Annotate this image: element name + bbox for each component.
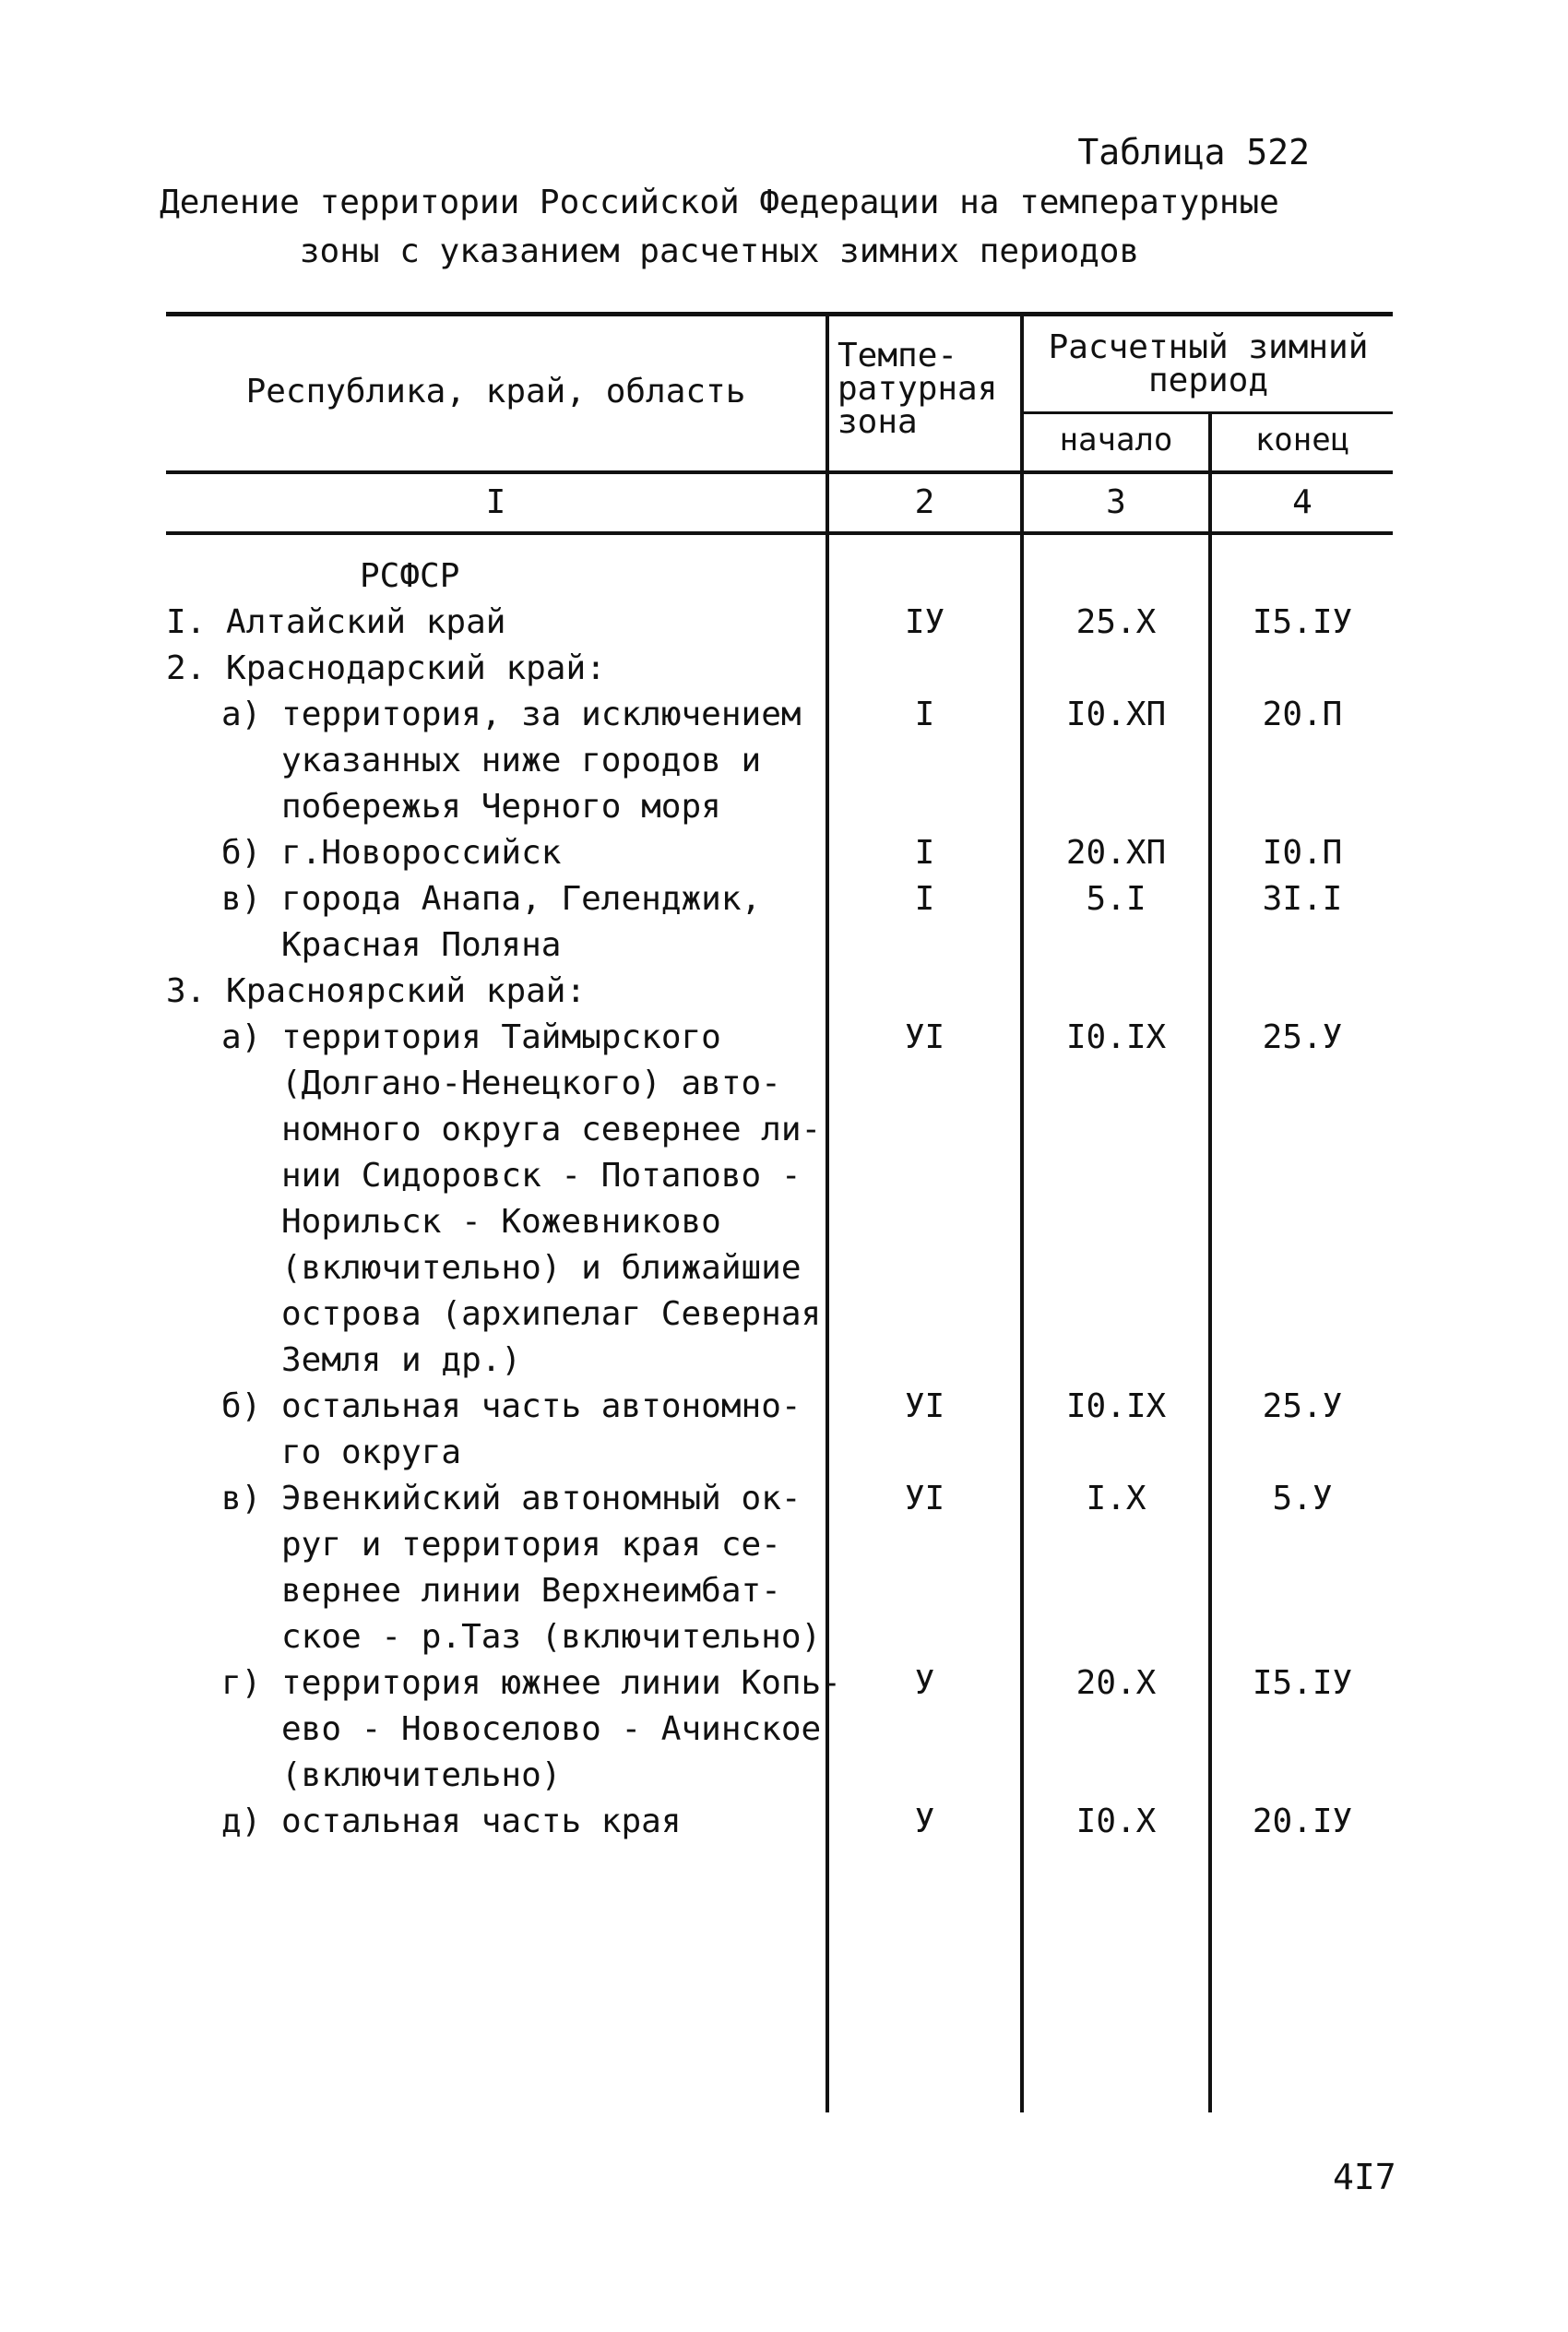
row-text: номного округа севернее ли-: [281, 1111, 822, 1148]
row-text: 3. Красноярский край:: [166, 972, 587, 1010]
row-text: в) города Анапа, Геленджик,: [221, 880, 762, 918]
header-zone-line1: Темпе-: [837, 337, 958, 375]
row-end: 5.У: [1272, 1480, 1333, 1517]
row-end: 25.У: [1262, 1018, 1343, 1056]
row-text: (Долгано-Ненецкого) авто-: [281, 1065, 781, 1102]
row-text: острова (архипелаг Северная: [281, 1295, 822, 1333]
column-divider-3: [1208, 411, 1212, 2112]
row-text: (включительно): [281, 1756, 562, 1794]
row-text: указанных ниже городов и: [281, 742, 762, 779]
row-end: I5.IУ: [1252, 1664, 1353, 1702]
row-start: 20.XП: [1065, 834, 1167, 872]
row-end: 20.IУ: [1252, 1803, 1353, 1840]
row-start: I0.XП: [1065, 696, 1167, 733]
row-text: РСФСР: [360, 557, 460, 595]
row-text: в) Эвенкийский автономный ок-: [221, 1480, 802, 1517]
row-end: 20.П: [1262, 696, 1343, 733]
header-period-line1: Расчетный зимний: [1048, 328, 1369, 366]
row-zone: У: [914, 1803, 935, 1840]
header-end: конец: [1254, 422, 1350, 458]
row-zone: IУ: [904, 603, 945, 641]
row-text: ское - р.Таз (включительно): [281, 1618, 822, 1656]
row-zone: I: [914, 880, 935, 918]
table-title-line1: Деление территории Российской Федерации на температурные: [160, 184, 1279, 221]
row-start: I0.IX: [1065, 1018, 1167, 1056]
row-text: Норильск - Кожевниково: [281, 1203, 721, 1241]
row-zone: I: [914, 696, 935, 733]
row-text: а) территория Таймырского: [221, 1018, 721, 1056]
header-zone-line2: ратурная: [837, 370, 998, 408]
table-title-line2: зоны с указанием расчетных зимних периодов: [299, 232, 1140, 270]
header-zone-line3: зона: [837, 403, 918, 441]
col-number-4: 4: [1292, 483, 1313, 521]
row-zone: УI: [904, 1480, 945, 1517]
row-text: Красная Поляна: [281, 926, 562, 964]
row-end: 25.У: [1262, 1387, 1343, 1425]
row-zone: I: [914, 834, 935, 872]
header-period-line2: период: [1147, 362, 1269, 399]
row-text: вернее линии Верхнеимбат-: [281, 1572, 781, 1610]
page-number: 4I7: [1333, 2157, 1396, 2197]
row-text: Земля и др.): [281, 1341, 522, 1379]
row-end: I0.П: [1262, 834, 1343, 872]
row-zone: УI: [904, 1387, 945, 1425]
row-zone: У: [914, 1664, 935, 1702]
header-region: Республика, край, область: [245, 373, 746, 410]
row-text: нии Сидоровск - Потапово -: [281, 1157, 802, 1195]
col-number-1: I: [485, 483, 506, 521]
row-end: 3I.I: [1262, 880, 1343, 918]
row-start: I0.X: [1075, 1803, 1157, 1840]
row-start: 25.X: [1075, 603, 1157, 641]
row-text: го округа: [281, 1434, 462, 1471]
row-start: 20.X: [1075, 1664, 1157, 1702]
row-text: 2. Краснодарский край:: [166, 649, 606, 687]
row-start: I.X: [1086, 1480, 1146, 1517]
row-end: I5.IУ: [1252, 603, 1353, 641]
header-start: начало: [1059, 422, 1173, 458]
row-text: а) территория, за исключением: [221, 696, 802, 733]
row-text: (включительно) и ближайшие: [281, 1249, 802, 1287]
row-text: побережья Черного моря: [281, 788, 721, 826]
row-text: г) территория южнее линии Копь-: [221, 1664, 841, 1702]
row-text: б) остальная часть автономно-: [221, 1387, 802, 1425]
row-text: руг и территория края се-: [281, 1526, 781, 1564]
row-zone: УI: [904, 1018, 945, 1056]
row-text: д) остальная часть края: [221, 1803, 682, 1840]
row-start: I0.IX: [1065, 1387, 1167, 1425]
table-number: Таблица 522: [1077, 132, 1310, 173]
row-text: ево - Новоселово - Ачинское: [281, 1710, 822, 1748]
row-text: б) г.Новороссийск: [221, 834, 562, 872]
row-start: 5.I: [1086, 880, 1146, 918]
col-number-3: 3: [1106, 483, 1126, 521]
row-text: I. Алтайский край: [166, 603, 506, 641]
col-number-2: 2: [914, 483, 935, 521]
table-top-rule: [166, 312, 1393, 316]
